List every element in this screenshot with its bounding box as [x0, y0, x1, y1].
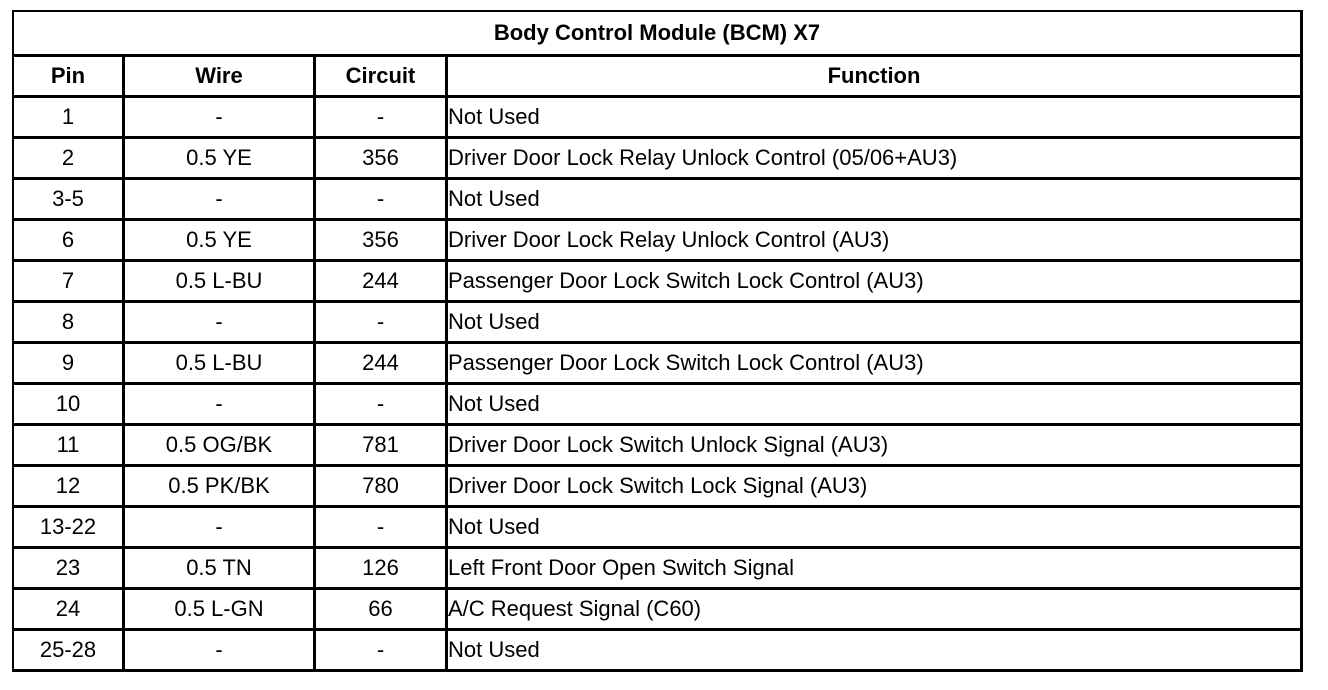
table-row	[14, 631, 1300, 669]
table-row	[14, 221, 1300, 262]
function-cell: Driver Door Lock Switch Unlock Signal (AU3)	[448, 426, 1300, 467]
circuit-cell: 126	[316, 549, 448, 590]
table-row	[14, 139, 1300, 180]
pin-cell: 2	[14, 139, 125, 180]
wire-cell: -	[125, 508, 316, 549]
function-cell: Not Used	[448, 180, 1300, 221]
circuit-cell: 244	[316, 262, 448, 303]
pin-cell: 10	[14, 385, 125, 426]
circuit-cell: -	[316, 508, 448, 549]
pinout-table	[12, 10, 1303, 672]
pin-cell: 13-22	[14, 508, 125, 549]
wire-cell: 0.5 L-GN	[125, 590, 316, 631]
pin-cell: 23	[14, 549, 125, 590]
table-row	[14, 426, 1300, 467]
circuit-cell: 781	[316, 426, 448, 467]
pin-cell: 11	[14, 426, 125, 467]
pin-cell: 8	[14, 303, 125, 344]
function-cell: Not Used	[448, 385, 1300, 426]
table-title: Body Control Module (BCM) X7	[14, 12, 1300, 57]
function-cell: Passenger Door Lock Switch Lock Control (AU3)	[448, 344, 1300, 385]
pin-cell: 7	[14, 262, 125, 303]
circuit-cell: -	[316, 631, 448, 669]
connector-pinout-sheet	[12, 10, 1301, 672]
function-cell: Not Used	[448, 637, 540, 662]
pin-cell: 24	[14, 590, 125, 631]
function-cell: Not Used	[448, 98, 1300, 139]
pin-cell: 3-5	[14, 180, 125, 221]
wire-cell: 0.5 PK/BK	[125, 467, 316, 508]
table-row	[14, 180, 1300, 221]
wire-cell: 0.5 L-BU	[125, 262, 316, 303]
circuit-cell: -	[316, 303, 448, 344]
circuit-cell: 780	[316, 467, 448, 508]
wire-cell: -	[125, 180, 316, 221]
pin-cell: 12	[14, 467, 125, 508]
header-row	[14, 57, 1300, 98]
wire-cell: 0.5 L-BU	[125, 344, 316, 385]
circuit-cell: -	[316, 98, 448, 139]
wire-cell: 0.5 OG/BK	[125, 426, 316, 467]
function-cell: Passenger Door Lock Switch Lock Control (AU3)	[448, 262, 1300, 303]
wire-cell: 0.5 TN	[125, 549, 316, 590]
table-row	[14, 98, 1300, 139]
circuit-cell: 356	[316, 221, 448, 262]
pin-cell: 6	[14, 221, 125, 262]
column-header-circuit: Circuit	[316, 57, 448, 98]
circuit-cell: -	[316, 385, 448, 426]
circuit-cell: 244	[316, 344, 448, 385]
wire-cell: -	[125, 303, 316, 344]
column-header-function: Function	[448, 57, 1300, 98]
table-row	[14, 303, 1300, 344]
table-row	[14, 549, 1300, 590]
function-cell: Left Front Door Open Switch Signal	[448, 549, 1300, 590]
table-row	[14, 467, 1300, 508]
pin-cell: 1	[14, 98, 125, 139]
wire-cell: 0.5 YE	[125, 139, 316, 180]
column-header-pin: Pin	[14, 57, 125, 98]
function-cell: Driver Door Lock Switch Lock Signal (AU3)	[448, 467, 1300, 508]
circuit-cell: 66	[316, 590, 448, 631]
function-cell: Not Used	[448, 508, 1300, 549]
table-row	[14, 590, 1300, 631]
wire-cell: 0.5 YE	[125, 221, 316, 262]
circuit-cell: -	[316, 180, 448, 221]
wire-cell: -	[125, 98, 316, 139]
function-cell: Driver Door Lock Relay Unlock Control (05/06+AU3)	[448, 139, 1300, 180]
function-cell: A/C Request Signal (C60)	[448, 590, 1300, 631]
table-row	[14, 344, 1300, 385]
pin-cell: 25-28	[14, 631, 125, 669]
wire-cell: -	[125, 631, 316, 669]
pin-cell: 9	[14, 344, 125, 385]
column-header-wire: Wire	[125, 57, 316, 98]
table-row	[14, 385, 1300, 426]
circuit-cell: 356	[316, 139, 448, 180]
function-cell: Not Used	[448, 303, 1300, 344]
wire-cell: -	[125, 385, 316, 426]
function-cell: Driver Door Lock Relay Unlock Control (AU3)	[448, 221, 1300, 262]
table-row	[14, 262, 1300, 303]
table-row	[14, 508, 1300, 549]
